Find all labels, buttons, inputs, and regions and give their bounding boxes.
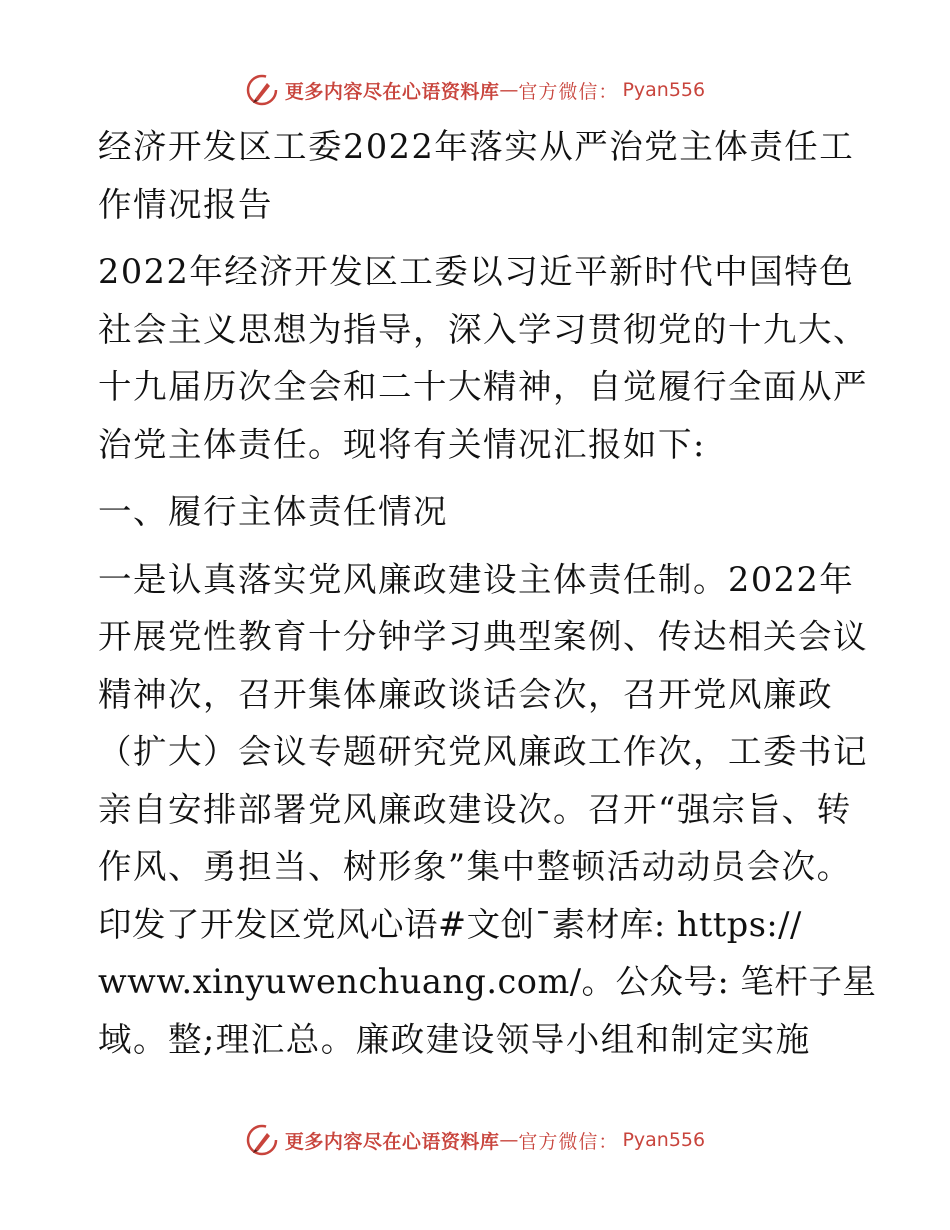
watermark-wechat-id: Pyan556	[622, 1129, 706, 1151]
document-title	[98, 118, 858, 233]
paragraph-line: www.xinyuwenchuang.com/。公众号: 笔杆子星	[98, 962, 877, 1001]
watermark-sub-text: 官方微信：	[518, 1130, 619, 1153]
watermark-main-text: 更多内容尽在心语资料库	[284, 1130, 500, 1153]
document-body	[98, 118, 877, 1068]
title-line: 作情况报告	[98, 184, 273, 224]
watermark-dash: —	[499, 1129, 519, 1151]
watermark-main-text: 更多内容尽在心语资料库	[284, 80, 500, 103]
body-paragraph	[98, 551, 877, 1069]
watermark-dash: —	[499, 79, 519, 101]
title-line: 经济开发区工委2022年落实从严治党主体责任工	[98, 127, 855, 166]
pen-logo-icon	[245, 73, 279, 107]
paragraph-line: 作风、勇担当、树形象”集中整顿活动动员会次。	[98, 847, 852, 886]
watermark-sub-text: 官方微信：	[518, 80, 619, 103]
footer-watermark	[0, 1120, 950, 1160]
paragraph-line: 社会主义思想为指导，深入学习贯彻党的十九大、	[98, 309, 868, 349]
section-heading: 一、履行主体责任情况	[98, 492, 448, 531]
paragraph-line: 开展党性教育十分钟学习典型案例、传达相关会议	[98, 617, 868, 656]
header-watermark	[0, 70, 950, 110]
paragraph-line: 印发了开发区党风心语#文创¯素材库: https://	[98, 904, 802, 944]
paragraph-line: 十九届历次全会和二十大精神，自觉履行全面从严	[98, 367, 868, 406]
paragraph-line: 域。整;理汇总。廉政建设领导小组和制定实施	[98, 1019, 811, 1059]
paragraph-line: 2022年经济开发区工委以习近平新时代中国特色	[98, 252, 855, 291]
watermark-wechat-id: Pyan556	[622, 79, 706, 101]
pen-logo-icon	[245, 1123, 279, 1157]
paragraph-line: 一是认真落实党风廉政建设主体责任制。2022年	[98, 559, 855, 599]
paragraph-line: 亲自安排部署党风廉政建设次。召开“强宗旨、转	[98, 789, 852, 829]
paragraph-line: （扩大）会议专题研究党风廉政工作次，工委书记	[98, 732, 868, 771]
intro-paragraph	[98, 243, 868, 473]
paragraph-line: 精神次，召开集体廉政谈话会次，召开党风廉政	[98, 674, 833, 714]
paragraph-line: 治党主体责任。现将有关情况汇报如下:	[98, 424, 706, 464]
